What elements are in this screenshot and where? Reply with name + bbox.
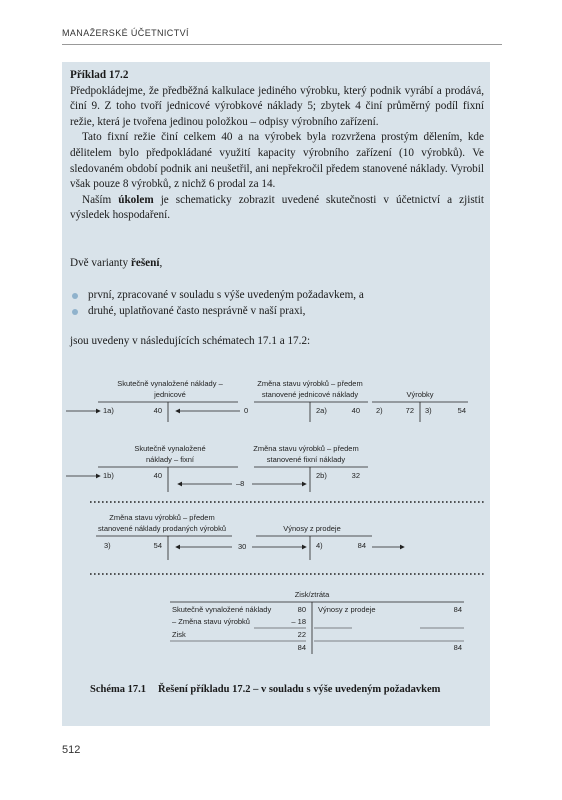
account-title: stanovené jednicové náklady — [261, 390, 359, 399]
paragraph-2: Tato fixní režie činí celkem 40 a na výrobek byla rozvržena prostým dělením, kde dělitelem bylo předpokládané využití kapacity výrobního zařízení (10 výrobků). Ve sledovaném období podnik ani neušetřil, ani nepřekročil předem stanovené náklady. Vyrobil však pouze 8 výrobků, z nichž 6 prodal za 14. — [70, 131, 484, 191]
caption-text: Řešení příkladu 17.2 – v souladu s výše uvedeným požadavkem — [158, 684, 441, 695]
flow-value: 30 — [238, 542, 247, 551]
paragraph-3: Naším úkolem je schematicky zobrazit uvedené skutečnosti v účetnictví a zjistit výsledek hospodaření. — [70, 193, 484, 222]
entry-label: 1a) — [103, 406, 114, 415]
account-title: Změna stavu výrobků – předem — [253, 444, 359, 453]
table-row: 22 — [297, 630, 306, 639]
account-title: Změna stavu výrobků – předem — [109, 513, 215, 522]
entry-label: 3) — [425, 406, 432, 415]
account-title: stanovené fixní náklady — [266, 455, 346, 464]
entry-value: 54 — [153, 541, 162, 550]
entry-label: 2a) — [316, 406, 327, 415]
table-row: – 18 — [291, 617, 306, 626]
caption-number: Schéma 17.1 — [90, 684, 146, 695]
paragraph-1: Předpokládejme, že předběžná kalkulace jediného výrobku, který podnik vyrábí a prodává, činí 9. Z toho tvoří jednicové výrobkové náklady 5; zbytek 4 činí průměrný podíl fixní režie, která je tvořena jedinou položkou – odpisy výrobního zařízení. — [70, 84, 484, 128]
table-row: 84 — [297, 643, 306, 652]
account-title: Výnosy z prodeje — [283, 524, 341, 533]
entry-value: 40 — [153, 471, 162, 480]
list-item: první, zpracované v souladu s výše uvedeným požadavkem, a — [70, 288, 484, 304]
variants-intro: Dvě varianty řešení, — [70, 257, 163, 269]
table-row: Výnosy z prodeje — [318, 605, 376, 614]
entry-label: 1b) — [103, 471, 114, 480]
flow-value: –8 — [236, 479, 245, 488]
figure-caption — [90, 684, 440, 695]
account-title: Zisk/ztráta — [294, 590, 330, 599]
table-row: 84 — [453, 643, 462, 652]
entry-label: 2) — [376, 406, 383, 415]
entry-value: 84 — [357, 541, 366, 550]
entry-label: 2b) — [316, 471, 327, 480]
list-item: druhé, uplatňované často nesprávně v naší praxi, — [70, 304, 484, 320]
page-number: 512 — [62, 744, 81, 756]
table-row: 84 — [453, 605, 462, 614]
entry-value: 72 — [405, 406, 414, 415]
entry-value: 40 — [351, 406, 360, 415]
account-title: Změna stavu výrobků – předem — [257, 379, 363, 388]
closing-text: jsou uvedeny v následujících schématech 17.1 a 17.2: — [70, 335, 311, 347]
account-title: Skutečně vynaložené náklady – — [117, 379, 223, 388]
account-title: jednicové — [154, 390, 186, 399]
solution-keyword: řešení — [130, 257, 160, 269]
table-row: Zisk — [172, 630, 186, 639]
entry-label: 4) — [316, 541, 323, 550]
account-title: Skutečně vynaložené — [134, 444, 206, 453]
entry-value: 54 — [457, 406, 466, 415]
example-title: Příklad 17.2 — [70, 69, 129, 81]
table-row: – Změna stavu výrobků — [172, 617, 250, 626]
task-keyword: úkolem — [118, 193, 154, 206]
running-header: MANAŽERSKÉ ÚČETNICTVÍ — [62, 28, 189, 38]
table-row: Skutečně vynaložené náklady — [172, 605, 272, 614]
entry-value: 32 — [351, 471, 360, 480]
entry-label: 3) — [104, 541, 111, 550]
table-row: 80 — [297, 605, 306, 614]
flow-value: 0 — [244, 406, 249, 415]
entry-value: 40 — [153, 406, 162, 415]
account-title: náklady – fixní — [146, 455, 194, 464]
account-title: stanovené náklady prodaných výrobků — [98, 524, 226, 533]
account-title: Výrobky — [406, 390, 434, 399]
